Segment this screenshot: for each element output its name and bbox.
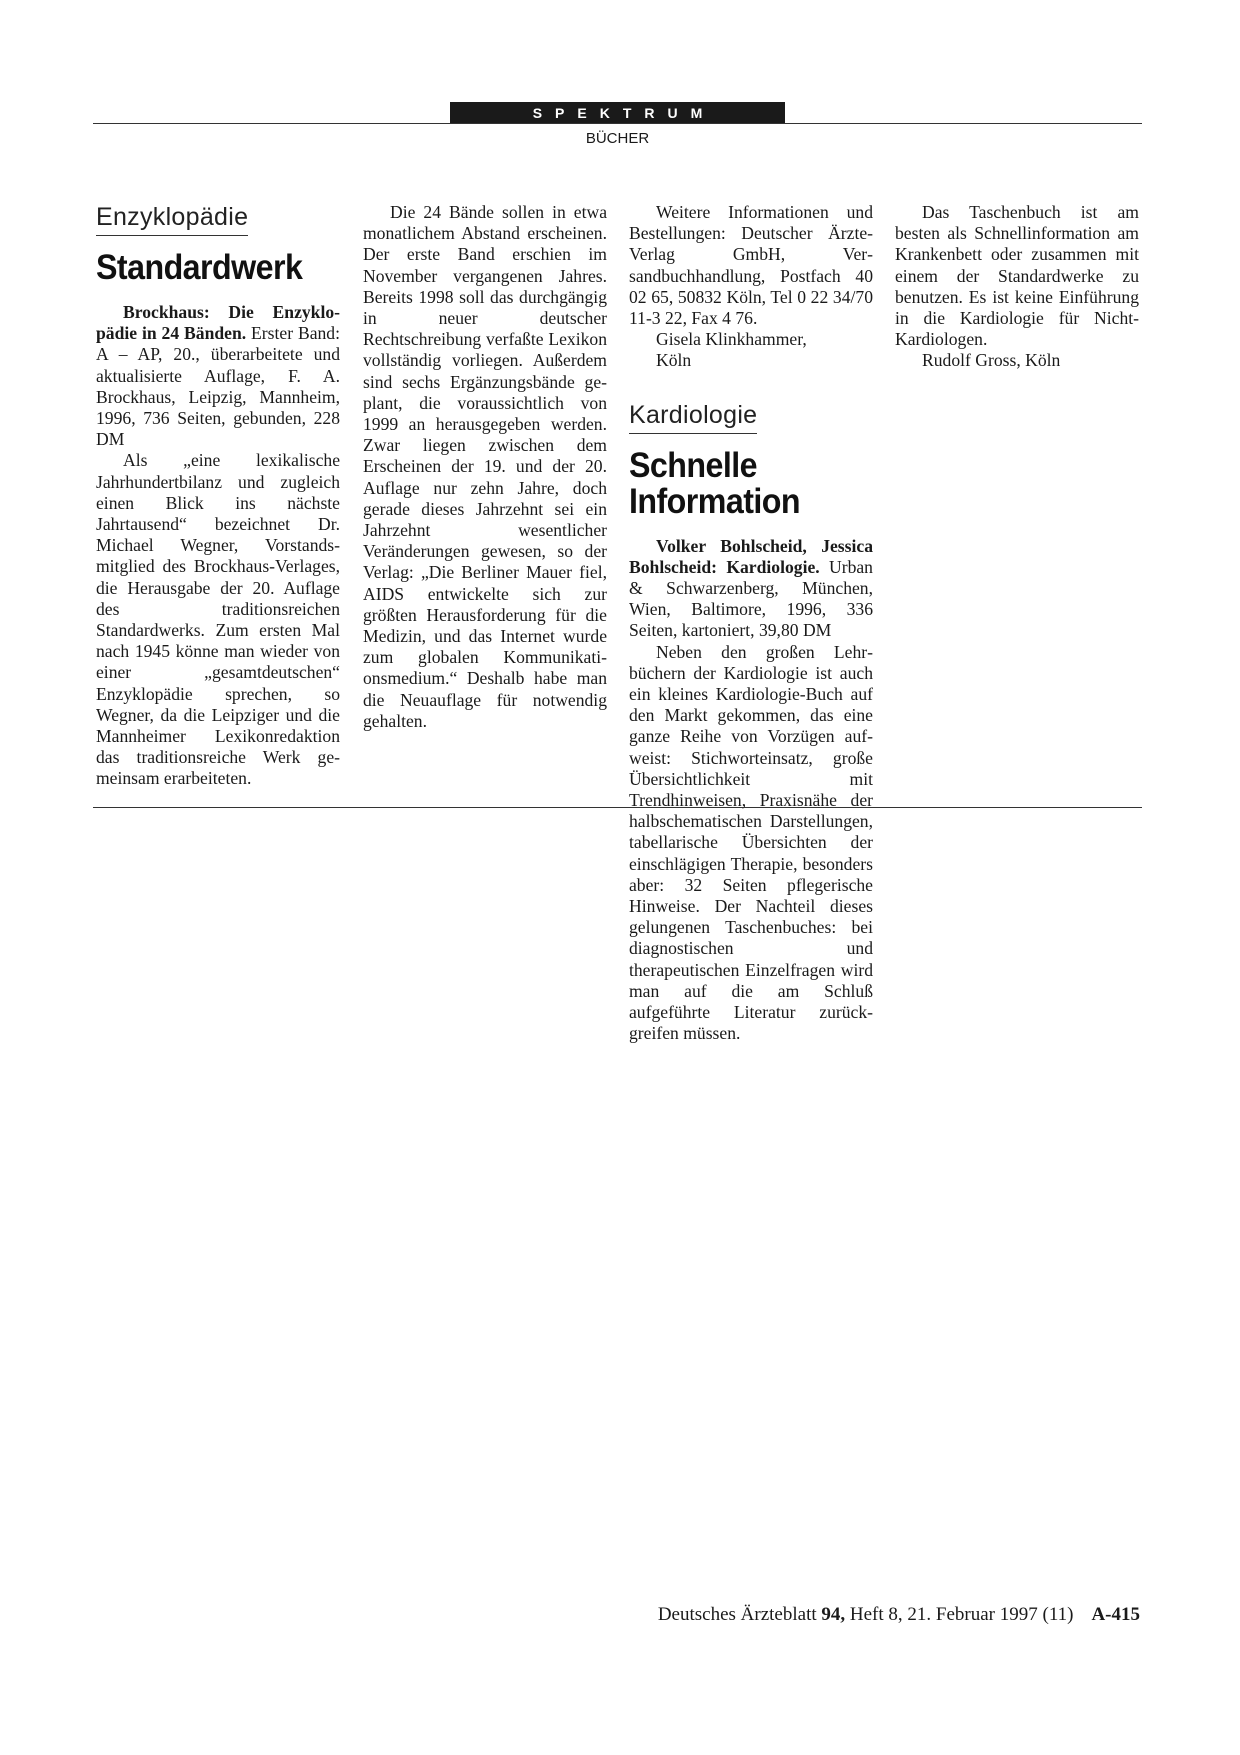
article2-paragraph-1: Neben den großen Lehrbüchern der Kardiologie ist auch ein kleines Kardiologie-Buch auf den Markt gekommen, das eine ganze Reihe von Vorzügen aufweist: Stichworteinsatz, große Übersichtlichkeit mit Trendhinweisen, Praxisnähe der halbschematischen Darstellungen, tabellarische Übersichten der einschlägigen Therapie, besonders aber: 32 Seiten pflegerische Hinweise. Der Nachteil dieses gelungenen Taschenbuches: bei diagnostischen und therapeutischen Einzelfragen wird man auf die am Schluß aufgeführte Literatur zurückgreifen müssen. — [629, 641, 873, 1044]
header-rule — [93, 123, 1142, 124]
page-number: A-415 — [1091, 1604, 1140, 1625]
page-footer — [658, 1604, 1140, 1626]
article1-paragraph-2: Die 24 Bände sollen in etwa monatlichem Abstand erscheinen. Der erste Band erschien im November vergangenen Jahres. Bereits 1998 soll das durchgängig in neuer deutscher Rechtschreibung verfaßte Lexikon vollständig vorliegen. Außerdem sind sechs Ergänzungsbände geplant, die voraussichtlich von 1999 an herausgegeben werden. Zwar liegen zwischen dem Erscheinen der 19. und der 20. Auflage nur zehn Jahre, doch gerade dieses Jahrzehnt sei ein Jahrzehnt wesentlicher Veränderungen gewesen, so der Verlag: „Die Berliner Mauer fiel, AIDS entwickelte sich zur größten Herausforderung für die Medizin, und das Internet wurde zum globalen Kommunikationsmedium.“ Deshalb habe man die Neuauflage für notwendig gehalten. — [363, 202, 607, 731]
article1-bib-title: Brockhaus: Die Enzyklopädie in 24 Bänden. — [96, 302, 340, 344]
journal-name: Deutsches Ärzteblatt — [657, 1604, 822, 1625]
article1-paragraph-1: Als „eine lexikalische Jahrhundertbilanz und zugleich einen Blick ins nächste Jahrtausend“ bezeichnet Dr. Michael Wegner, Vorstandsmitglied des Brockhaus-Verlages, die Herausgabe der 20. Auflage des traditionsreichen Standardwerks. Zum ersten Mal nach 1945 könne man wieder von einer „gesamtdeutschen“ Enzyklopädie sprechen, so Wegner, da die Leipziger und die Mannheimer Lexikonredaktion das traditionsreiche Werk gemeinsam erarbeiteten. — [96, 450, 340, 789]
article2-author: Rudolf Gross, Köln — [922, 350, 1061, 371]
article1-bib-details: Erster Band: A – AP, 20., überarbeitete und aktualisierte Auflage, F. A. Brockhaus, Leipzig, Mannheim, 1996, 736 Seiten, gebunden, 228 DM — [96, 323, 340, 450]
article2-bib-details: Urban & Schwarzenberg, München, Wien, Baltimore, 1996, 336 Seiten, kartoniert, 39,80 DM — [629, 556, 873, 641]
article1-rubric: Enzyklopädie — [96, 202, 248, 236]
article2-bib-title: Volker Bohlscheid, Jessica Bohlscheid: Kardiologie. — [629, 535, 873, 577]
subsection-label: BÜCHER — [585, 130, 650, 147]
article1-headline: Standardwerk — [96, 248, 303, 287]
article1-author-name: Gisela Klinkhammer, — [656, 329, 807, 350]
article2-headline-line1: Schnelle — [629, 445, 758, 485]
column-2 — [363, 202, 607, 732]
article1-bibliography — [96, 302, 340, 450]
bottom-rule — [93, 807, 1142, 808]
column-3 — [629, 202, 873, 1045]
article2-headline-line2: Information — [629, 481, 801, 521]
column-4 — [895, 202, 1139, 372]
section-bar: SPEKTRUM — [450, 102, 785, 124]
article2-headline — [629, 445, 853, 521]
issue-info: Heft 8, 21. Februar 1997 (11) — [845, 1604, 1074, 1625]
article1-paragraph-3: Weitere Informationen und Bestellungen: Deutscher Ärzte-Verlag GmbH, Versandbuchhandlung, Postfach 40 02 65, 50832 Köln, Tel 0 22 34/70 11-3 22, Fax 4 76. — [629, 202, 873, 329]
column-1 — [96, 202, 340, 790]
journal-volume: 94, — [821, 1604, 846, 1625]
article2-paragraph-2: Das Taschenbuch ist am besten als Schnellinformation am Krankenbett oder zusammen mit einem der Standardwerke zu benutzen. Es ist keine Einführung in die Kardiologie für Nicht-Kardiologen. — [895, 202, 1139, 350]
article1-author-city: Köln — [656, 350, 692, 371]
article2-rubric: Kardiologie — [629, 400, 757, 434]
article2-bibliography — [629, 536, 873, 642]
